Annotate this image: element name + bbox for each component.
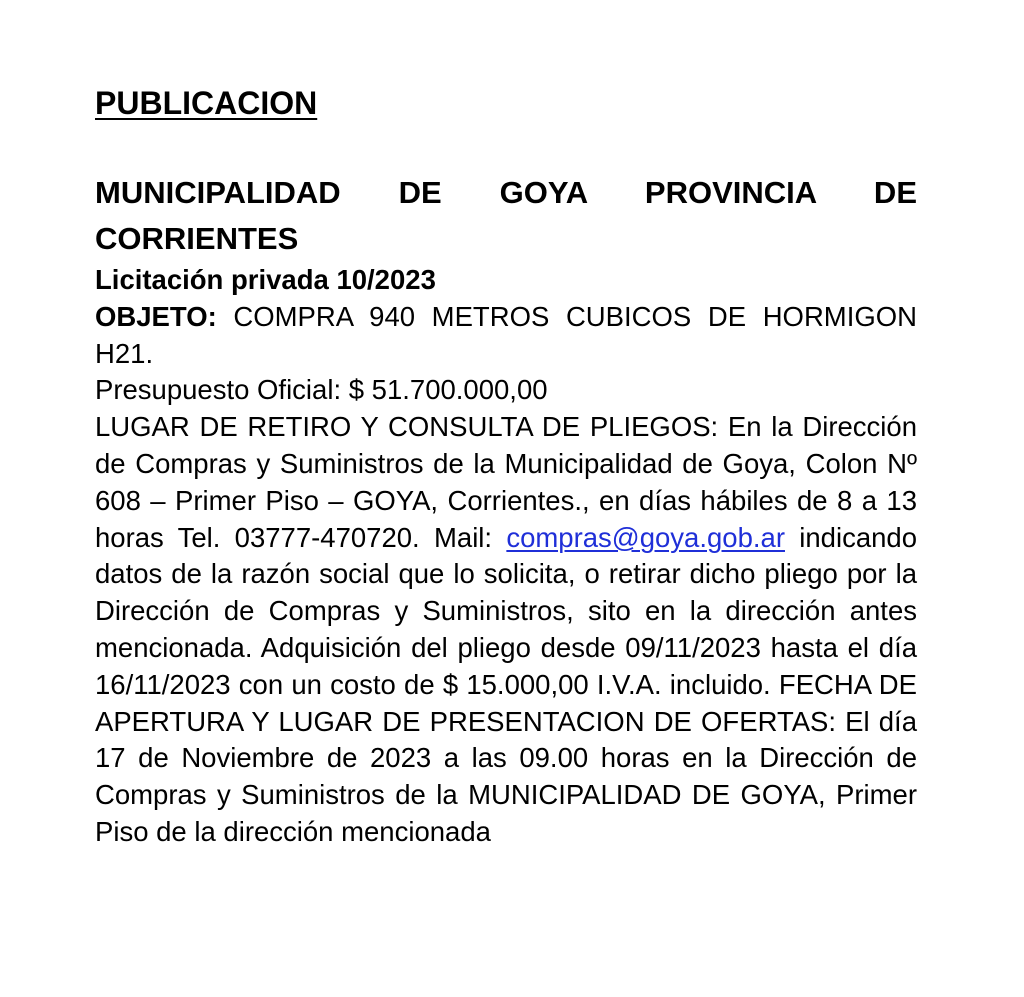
object-text: COMPRA 940 METROS CUBICOS DE HORMIGON H21. [95, 300, 917, 369]
tender-number: Licitación privada 10/2023 [95, 264, 436, 295]
page-title: PUBLICACION [95, 85, 318, 121]
publication-document [95, 84, 917, 851]
organization-heading: MUNICIPALIDAD DE GOYA PROVINCIA DE CORRIENTES [95, 175, 917, 256]
details-paragraph [95, 409, 917, 851]
document-body [95, 262, 917, 851]
official-budget: Presupuesto Oficial: $ 51.700.000,00 [95, 374, 548, 406]
details-text-before-email: LUGAR DE RETIRO Y CONSULTA DE PLIEGOS: En la Dirección de Compras y Suministros de la Municipalidad de Goya, Colon Nº 608 – Primer Piso – GOYA, Corrientes., en días hábiles de 8 a 13 horas Tel. 03777-470720. Mail: [95, 411, 917, 553]
object-paragraph [95, 299, 917, 373]
email-link[interactable]: compras@goya.gob.ar [506, 521, 785, 553]
details-text-after-email: indicando datos de la razón social que lo solicita, o retirar dicho pliego por la Dirección de Compras y Suministros, sito en la dirección antes mencionada. Adquisición del pliego desde 09/11/2023 hasta el día 16/11/2023 con un costo de $ 15.000,00 I.V.A. incluido. FECHA DE APERTURA Y LUGAR DE PRESENTACION DE OFERTAS: El día 17 de Noviembre de 2023 a las 09.00 horas en la Dirección de Compras y Suministros de la MUNICIPALIDAD DE GOYA, Primer Piso de la dirección mencionada [95, 521, 918, 847]
object-label: OBJETO: [95, 300, 217, 332]
